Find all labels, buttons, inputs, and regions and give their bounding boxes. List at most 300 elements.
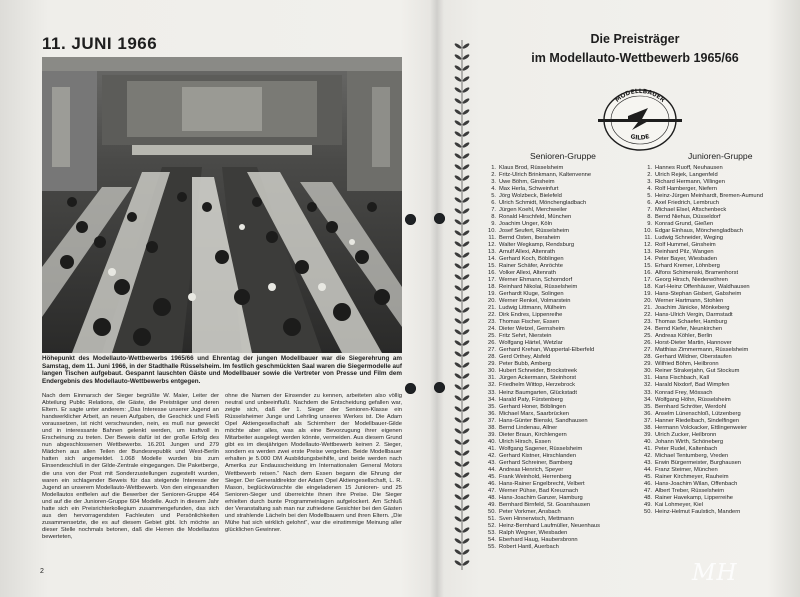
junioren-winner-name: Gerhard Wildner, Oberstaufen (655, 354, 732, 361)
laurel-leaf (462, 526, 470, 533)
binder-hole-bottom (405, 383, 416, 394)
senioren-winner-item (484, 186, 600, 193)
senioren-winner-name: Gerd Orthey, Alsfeld (499, 354, 551, 361)
binder-hole-right-bottom (434, 382, 445, 393)
senioren-winner-item (484, 453, 600, 460)
junioren-winner-item (640, 467, 763, 474)
junioren-winner-name: Rainer Havekamp, Lipperreihe (655, 494, 733, 501)
senioren-winner-rank: 42. (488, 452, 496, 459)
senioren-winner-rank: 13. (488, 249, 496, 256)
junioren-winner-rank: 33. (644, 389, 652, 396)
laurel-leaf (462, 240, 470, 247)
junioren-winner-rank: 40. (644, 438, 652, 445)
senioren-winner-item (484, 291, 600, 298)
laurel-leaf (462, 163, 470, 170)
junioren-winner-item (640, 446, 763, 453)
laurel-leaf (454, 97, 462, 104)
junioren-winner-name: Rolf Hamberger, Niefern (655, 186, 717, 193)
senioren-winner-item (484, 242, 600, 249)
senioren-winner-name: Dieter Braun, Kirchlengern (499, 431, 567, 438)
senioren-winner-rank: 34. (488, 396, 496, 403)
senioren-winner-rank: 6. (491, 200, 496, 207)
junioren-winner-item (640, 186, 763, 193)
page-fold (430, 0, 444, 597)
senioren-winner-name: Rainer Schäfer, Anröchte (499, 263, 563, 270)
junioren-winner-rank: 12. (644, 242, 652, 249)
junioren-winner-name: Rainer Kirchmeyer, Rauheim (655, 473, 729, 480)
junioren-winner-name: Heinz-Jürgen Meinhardt, Bremen-Aumund (655, 193, 764, 200)
senioren-winner-name: Gerhard Schreiner, Bamberg (499, 459, 573, 466)
junioren-winner-item (640, 481, 763, 488)
ceremony-photo (42, 57, 402, 353)
junioren-winner-rank: 45. (644, 473, 652, 480)
laurel-leaf (462, 493, 470, 500)
senioren-winner-rank: 33. (488, 389, 496, 396)
laurel-leaf (454, 86, 462, 93)
laurel-leaf (454, 372, 462, 379)
laurel-leaf (454, 559, 462, 566)
junioren-winner-rank: 6. (647, 200, 652, 207)
junioren-winner-name: Kai Lohmeyer, Kiel (655, 501, 703, 508)
senioren-winner-name: Reinhard Nikolai, Rüsselsheim (499, 284, 578, 291)
junioren-winner-name: Ulrich Rejek, Langenfeld (655, 172, 718, 179)
senioren-winner-name: Robert Hantl, Auerbach (499, 543, 559, 550)
junioren-winner-name: Hannes Ruoff, Neuhausen (655, 165, 723, 171)
laurel-leaf (454, 240, 462, 247)
junioren-winner-name: Bernd Niehus, Düsseldorf (655, 214, 721, 221)
junioren-winner-rank: 13. (644, 249, 652, 256)
senioren-winner-name: Friedhelm Wittop, Herzebrock (499, 382, 576, 389)
laurel-leaf (454, 438, 462, 445)
senioren-winner-name: Fritz Sehrt, Nierstein (499, 333, 552, 340)
senioren-winner-rank: 27. (488, 347, 496, 354)
senioren-winner-item (484, 305, 600, 312)
junioren-winner-rank: 3. (647, 179, 652, 186)
senioren-winner-item (484, 298, 600, 305)
laurel-ornament (452, 40, 472, 570)
junioren-winner-item (640, 172, 763, 179)
junioren-winner-name: Joachim Jänicke, Mönkeberg (655, 305, 730, 312)
senioren-winner-item (484, 530, 600, 537)
senioren-winner-item (484, 446, 600, 453)
laurel-leaf (454, 493, 462, 500)
senioren-winner-item (484, 474, 600, 481)
senioren-winner-item (484, 361, 600, 368)
senioren-winner-rank: 26. (488, 340, 496, 347)
senioren-winner-item (484, 523, 600, 530)
junioren-winner-name: Anselm Lünenschloß, Lützenberg (655, 410, 741, 417)
junioren-winner-rank: 26. (644, 340, 652, 347)
senioren-winner-item (484, 390, 600, 397)
laurel-leaf (462, 350, 470, 357)
junioren-winner-rank: 30. (644, 368, 652, 375)
laurel-leaf (454, 251, 462, 258)
junioren-winner-item (640, 207, 763, 214)
junioren-winner-rank: 7. (647, 207, 652, 214)
senioren-winner-item (484, 263, 600, 270)
senioren-winner-name: Klaus Brod, Rüsselsheim (499, 165, 564, 171)
junioren-winner-name: Horst-Dieter Martin, Hannover (655, 340, 732, 347)
laurel-leaf (454, 339, 462, 346)
senioren-winner-item (484, 495, 600, 502)
junioren-winner-name: Matthias Zimmermann, Rüsselsheim (655, 347, 749, 354)
junioren-winner-item (640, 305, 763, 312)
senioren-winner-rank: 46. (488, 480, 496, 487)
junioren-winner-name: Erhard Kremer, Löhnberg (655, 263, 720, 270)
laurel-leaf (462, 75, 470, 82)
laurel-leaf (462, 218, 470, 225)
laurel-leaf (462, 306, 470, 313)
junioren-winner-item (640, 284, 763, 291)
senioren-winner-item (484, 432, 600, 439)
senioren-winner-rank: 52. (488, 522, 496, 529)
senioren-winner-name: Ralph Wegner, Wiesbaden (499, 529, 568, 536)
senioren-winner-name: Sven Hinnerwisch, Mettmann (499, 515, 574, 522)
laurel-leaf (454, 163, 462, 170)
junioren-winner-name: Konrad Frey, Mössach (655, 389, 713, 396)
laurel-leaf (462, 284, 470, 291)
winners-title-line1: Die Preisträger (590, 32, 680, 46)
junioren-winner-rank: 4. (647, 186, 652, 193)
junioren-winner-name: Thomas Schaefer, Hamburg (655, 319, 727, 326)
laurel-leaf (454, 262, 462, 269)
senioren-winner-item (484, 165, 600, 172)
laurel-leaf (454, 350, 462, 357)
junioren-winner-name: Johann Wirth, Schöneberg (655, 438, 724, 445)
junioren-winner-name: Konrad Grund, Gießen (655, 221, 714, 228)
junioren-winner-rank: 36. (644, 410, 652, 417)
laurel-leaf (462, 130, 470, 137)
senioren-winner-item (484, 207, 600, 214)
laurel-leaf (462, 262, 470, 269)
junioren-winner-item (640, 312, 763, 319)
laurel-leaf (454, 273, 462, 280)
senioren-winner-name: Jörg Wolzbeck, Bielefeld (499, 193, 562, 200)
laurel-leaf (454, 108, 462, 115)
laurel-leaf (462, 471, 470, 478)
junioren-winner-rank: 28. (644, 354, 652, 361)
senioren-winner-item (484, 333, 600, 340)
senioren-winner-name: Gerhardt Kluge, Solingen (499, 291, 564, 298)
senioren-winner-item (484, 193, 600, 200)
senioren-winner-rank: 44. (488, 466, 496, 473)
senioren-winner-name: Joachim Unger, Köln (499, 221, 553, 228)
junioren-winner-rank: 49. (644, 501, 652, 508)
laurel-leaf (462, 394, 470, 401)
junioren-winner-rank: 11. (644, 235, 652, 242)
laurel-leaf (462, 108, 470, 115)
junioren-winner-rank: 38. (644, 424, 652, 431)
junioren-winner-item (640, 432, 763, 439)
senioren-winner-rank: 35. (488, 403, 496, 410)
laurel-leaf (454, 449, 462, 456)
junioren-winner-rank: 20. (644, 298, 652, 305)
junioren-winner-rank: 37. (644, 417, 652, 424)
junioren-winner-item (640, 326, 763, 333)
senioren-winner-item (484, 347, 600, 354)
junioren-winner-rank: 2. (647, 172, 652, 179)
laurel-leaf (462, 482, 470, 489)
senioren-winner-name: Werner Renkel, Volmarstein (499, 298, 571, 305)
senioren-winner-rank: 7. (491, 207, 496, 214)
senioren-winner-rank: 23. (488, 319, 496, 326)
laurel-leaf (454, 328, 462, 335)
junioren-winner-name: Ludwig Schneider, Weging (655, 235, 723, 242)
senioren-winner-name: Max Herla, Schweinfurt (499, 186, 559, 193)
junioren-winner-rank: 5. (647, 193, 652, 200)
senioren-winner-rank: 40. (488, 438, 496, 445)
laurel-leaf (454, 53, 462, 60)
junioren-winner-item (640, 333, 763, 340)
junioren-winner-item (640, 382, 763, 389)
laurel-leaf (454, 295, 462, 302)
laurel-leaf (462, 504, 470, 511)
laurel-leaf (462, 548, 470, 555)
winners-title-line2: im Modellauto-Wettbewerb 1965/66 (531, 51, 739, 65)
junioren-winner-name: Reiner Strakerjahn, Gut Stockum (655, 368, 740, 375)
laurel-leaf (462, 53, 470, 60)
senioren-winner-item (484, 382, 600, 389)
senioren-winner-name: Heinz-Bernhard Laufmüller, Neuenhaus (499, 522, 601, 529)
junioren-winner-rank: 21. (644, 305, 652, 312)
senioren-winner-rank: 37. (488, 417, 496, 424)
laurel-leaf (462, 416, 470, 423)
laurel-leaf (454, 141, 462, 148)
junioren-winner-item (640, 460, 763, 467)
watermark-signature: MH (692, 560, 738, 586)
senioren-winner-name: Arnulf Allexi, Altenrath (499, 249, 555, 256)
junioren-winner-item (640, 368, 763, 375)
senioren-winner-item (484, 235, 600, 242)
senioren-winner-rank: 18. (488, 284, 496, 291)
junioren-winner-name: Georg Hirsch, Niederwöhren (655, 277, 728, 284)
junioren-list (640, 165, 763, 516)
senioren-winner-name: Ulrich Schmidt, Mönchengladbach (499, 200, 587, 207)
laurel-leaf (462, 174, 470, 181)
article-column-2: ohne die Namen der Einsender zu kennen, arbeiteten also völlig neutral und unbeeinflußt. Nachdem die Entscheidung gefallen war, zeigte sich, daß der 1. Sieger der Senioren-Klasse ein Rüsselsheimer Junge und Lehrling unseres Werkes ist. Die Adam Opel Aktiengesellschaft als Schirmherr der Modellbauer-Gilde möchte aber alles, was als eine Bevorzugung ihrer eigenen Mitarbeiter ausgelegt werden könnte, vermeiden. Aus diesem Grund gibt es im diesjährigen Modellauto-Wettbewerb keinen 2. Sieger, sondern es werden zwei erste Preise vergeben. Beide Modellbauer erhalten je 5.000 DM Ausbildungsbeihilfe, und beide werden nach Amerika zur Endausscheidung im Internationalen General Motors Wettbewerb reisen.“ Nach dem Essen begann die Ehrung der Sieger. Der Generaldirektor der Adam Opel Aktiengesellschaft, L. R. Mason, beglückwünschte die eingeladenen 15 Junioren- und 25 Senioren-Sieger und überreichte ihnen ihre Preise. Die Sieger erhielten durch bunte Programmeinlagen aufgelockert. Am Schluß der Veranstaltung sah man nur zufriedene Gesichter bei den Gästen und strahlende Lächeln bei den Modellbauern und ihren Eltern. „Die Mühe hat sich wirklich gelohnt“, war die einstimmige Meinung aller glücklichen Gewinner. (225, 393, 402, 533)
senioren-winner-item (484, 284, 600, 291)
senioren-winner-name: Eberhard Haug, Haubersbronn (499, 536, 578, 543)
laurel-leaf (462, 317, 470, 324)
senioren-winner-rank: 25. (488, 333, 496, 340)
senioren-winner-name: Uwe Böhm, Ginsheim (499, 179, 555, 186)
senioren-winner-item (484, 179, 600, 186)
junioren-winner-name: Harald Nixdorf, Bad Wimpfen (655, 382, 730, 389)
junioren-winner-name: Hans-Joachim Wilan, Offenbach (655, 480, 738, 487)
junioren-winner-name: Alfons Schimenski, Bramenhorst (655, 270, 739, 277)
junioren-winner-item (640, 488, 763, 495)
binder-hole-top (405, 214, 416, 225)
junioren-winner-item (640, 214, 763, 221)
senioren-winner-rank: 55. (488, 543, 496, 550)
winners-title (490, 30, 780, 68)
laurel-leaf (454, 42, 462, 49)
senioren-winner-item (484, 312, 600, 319)
junioren-winner-item (640, 361, 763, 368)
junioren-winner-rank: 41. (644, 445, 652, 452)
junioren-winner-item (640, 340, 763, 347)
senioren-winner-item (484, 509, 600, 516)
logo-bottom-text: GILDE (629, 133, 651, 142)
senioren-winner-name: Bernd Lindenau, Allner (499, 424, 558, 431)
junioren-winner-item (640, 418, 763, 425)
senioren-winner-name: Frank Weinhold, Herrenberg (499, 473, 572, 480)
senioren-winner-name: Michael Marx, Saarbrücken (499, 410, 569, 417)
laurel-leaf (454, 405, 462, 412)
laurel-leaf (454, 229, 462, 236)
junioren-winner-item (640, 354, 763, 361)
junioren-winner-name: Hermann Volckacker, Ettlingenweier (655, 424, 748, 431)
senioren-winner-item (484, 439, 600, 446)
senioren-winner-item (484, 200, 600, 207)
laurel-leaf (462, 141, 470, 148)
senioren-winner-name: Josef Seufert, Rüsselsheim (499, 228, 569, 235)
junioren-winner-item (640, 263, 763, 270)
junioren-winner-item (640, 439, 763, 446)
senioren-winner-rank: 32. (488, 382, 496, 389)
junioren-winner-rank: 27. (644, 347, 652, 354)
junioren-winner-item (640, 411, 763, 418)
junioren-winner-name: Peter Rudel, Kaltenbach (655, 445, 718, 452)
senioren-winner-name: Dieter Wetzel, Gernsheim (499, 326, 565, 333)
laurel-leaf (462, 229, 470, 236)
junioren-winner-item (640, 509, 763, 516)
senioren-winner-rank: 36. (488, 410, 496, 417)
junioren-winner-rank: 31. (644, 375, 652, 382)
laurel-leaf (454, 64, 462, 71)
senioren-winner-name: Thomas Fischer, Essen (499, 319, 560, 326)
junioren-winner-rank: 50. (644, 508, 652, 515)
junioren-winner-item (640, 404, 763, 411)
laurel-leaf (454, 537, 462, 544)
senioren-winner-rank: 21. (488, 305, 496, 312)
senioren-winner-rank: 19. (488, 291, 496, 298)
junioren-winner-item (640, 291, 763, 298)
laurel-leaf (454, 196, 462, 203)
junioren-winner-item (640, 249, 763, 256)
junioren-winner-rank: 32. (644, 382, 652, 389)
junioren-winner-rank: 48. (644, 494, 652, 501)
senioren-winner-rank: 28. (488, 354, 496, 361)
junioren-winner-item (640, 270, 763, 277)
logo-top-text: MODELLBAUER (613, 87, 667, 104)
senioren-winner-name: Ronald Hirschfeld, München (499, 214, 572, 221)
laurel-leaf (454, 152, 462, 159)
junioren-winner-item (640, 242, 763, 249)
senioren-winner-rank: 51. (488, 515, 496, 522)
page-date-heading: 11. JUNI 1966 (42, 34, 158, 53)
senioren-winner-name: Hans-Rainer Engelbrecht, Velbert (499, 480, 585, 487)
laurel-leaf (462, 438, 470, 445)
senioren-winner-name: Ulrich Hirsch, Essen (499, 438, 551, 445)
laurel-leaf (454, 130, 462, 137)
senioren-winner-rank: 20. (488, 298, 496, 305)
senioren-winner-rank: 17. (488, 277, 496, 284)
senioren-winner-name: Gerhard Krehan, Wuppertal-Elberfeld (499, 347, 595, 354)
junioren-winner-rank: 42. (644, 452, 652, 459)
junioren-winner-item (640, 397, 763, 404)
senioren-winner-rank: 10. (488, 228, 496, 235)
senioren-winner-name: Gerhard Honer, Böblingen (499, 403, 566, 410)
junioren-winner-rank: 24. (644, 326, 652, 333)
laurel-leaf (454, 218, 462, 225)
senioren-winner-name: Jürgen Koehl, Merchweiler (499, 207, 568, 214)
laurel-leaf (454, 284, 462, 291)
senioren-winner-name: Volker Allexi, Altenrath (499, 270, 556, 277)
senioren-winner-item (484, 277, 600, 284)
junioren-winner-rank: 43. (644, 459, 652, 466)
junioren-winner-item (640, 502, 763, 509)
junioren-winner-item (640, 193, 763, 200)
laurel-leaf (462, 559, 470, 566)
junioren-winner-rank: 23. (644, 319, 652, 326)
senioren-winner-item (484, 425, 600, 432)
senioren-winner-item (484, 481, 600, 488)
laurel-leaf (454, 427, 462, 434)
junioren-winner-name: Bernhard Schröter, Werdohl (655, 403, 727, 410)
laurel-leaf (454, 482, 462, 489)
junioren-winner-item (640, 390, 763, 397)
senioren-winner-rank: 48. (488, 494, 496, 501)
junioren-winner-item (640, 375, 763, 382)
laurel-leaf (454, 185, 462, 192)
senioren-winner-item (484, 270, 600, 277)
senioren-winner-item (484, 256, 600, 263)
junioren-winner-name: Andreas Köhler, Berlin (655, 333, 713, 340)
junioren-heading: Junioren-Gruppe (688, 151, 753, 161)
senioren-winner-rank: 41. (488, 445, 496, 452)
laurel-leaf (462, 383, 470, 390)
junioren-winner-item (640, 474, 763, 481)
senioren-winner-rank: 31. (488, 375, 496, 382)
senioren-winner-rank: 12. (488, 242, 496, 249)
laurel-leaf (462, 64, 470, 71)
senioren-winner-rank: 53. (488, 529, 496, 536)
senioren-winner-rank: 38. (488, 424, 496, 431)
laurel-leaf (454, 504, 462, 511)
laurel-leaf (462, 152, 470, 159)
junioren-winner-item (640, 495, 763, 502)
senioren-winner-item (484, 319, 600, 326)
laurel-leaf (462, 328, 470, 335)
senioren-winner-item (484, 214, 600, 221)
senioren-winner-rank: 50. (488, 508, 496, 515)
laurel-leaf (462, 273, 470, 280)
senioren-winner-name: Wolfgang Härtel, Wetzlar (499, 340, 563, 347)
laurel-leaf (462, 460, 470, 467)
laurel-leaf (462, 537, 470, 544)
laurel-leaf (454, 526, 462, 533)
senioren-winner-item (484, 221, 600, 228)
senioren-winner-item (484, 172, 600, 179)
laurel-leaf (454, 174, 462, 181)
junioren-winner-rank: 29. (644, 361, 652, 368)
senioren-heading: Senioren-Gruppe (530, 151, 596, 161)
laurel-leaf (462, 449, 470, 456)
junioren-winner-rank: 46. (644, 480, 652, 487)
junioren-winner-item (640, 235, 763, 242)
senioren-winner-item (484, 488, 600, 495)
laurel-leaf (462, 119, 470, 126)
junioren-winner-rank: 25. (644, 333, 652, 340)
junioren-winner-rank: 8. (647, 214, 652, 221)
senioren-winner-name: Heinz Baumgarten, Glückstadt (499, 389, 577, 396)
senioren-list (484, 165, 600, 551)
senioren-winner-name: Gerhard Kistner, Hirschlanden (499, 452, 577, 459)
senioren-winner-item (484, 404, 600, 411)
laurel-leaf (454, 548, 462, 555)
senioren-winner-item (484, 502, 600, 509)
